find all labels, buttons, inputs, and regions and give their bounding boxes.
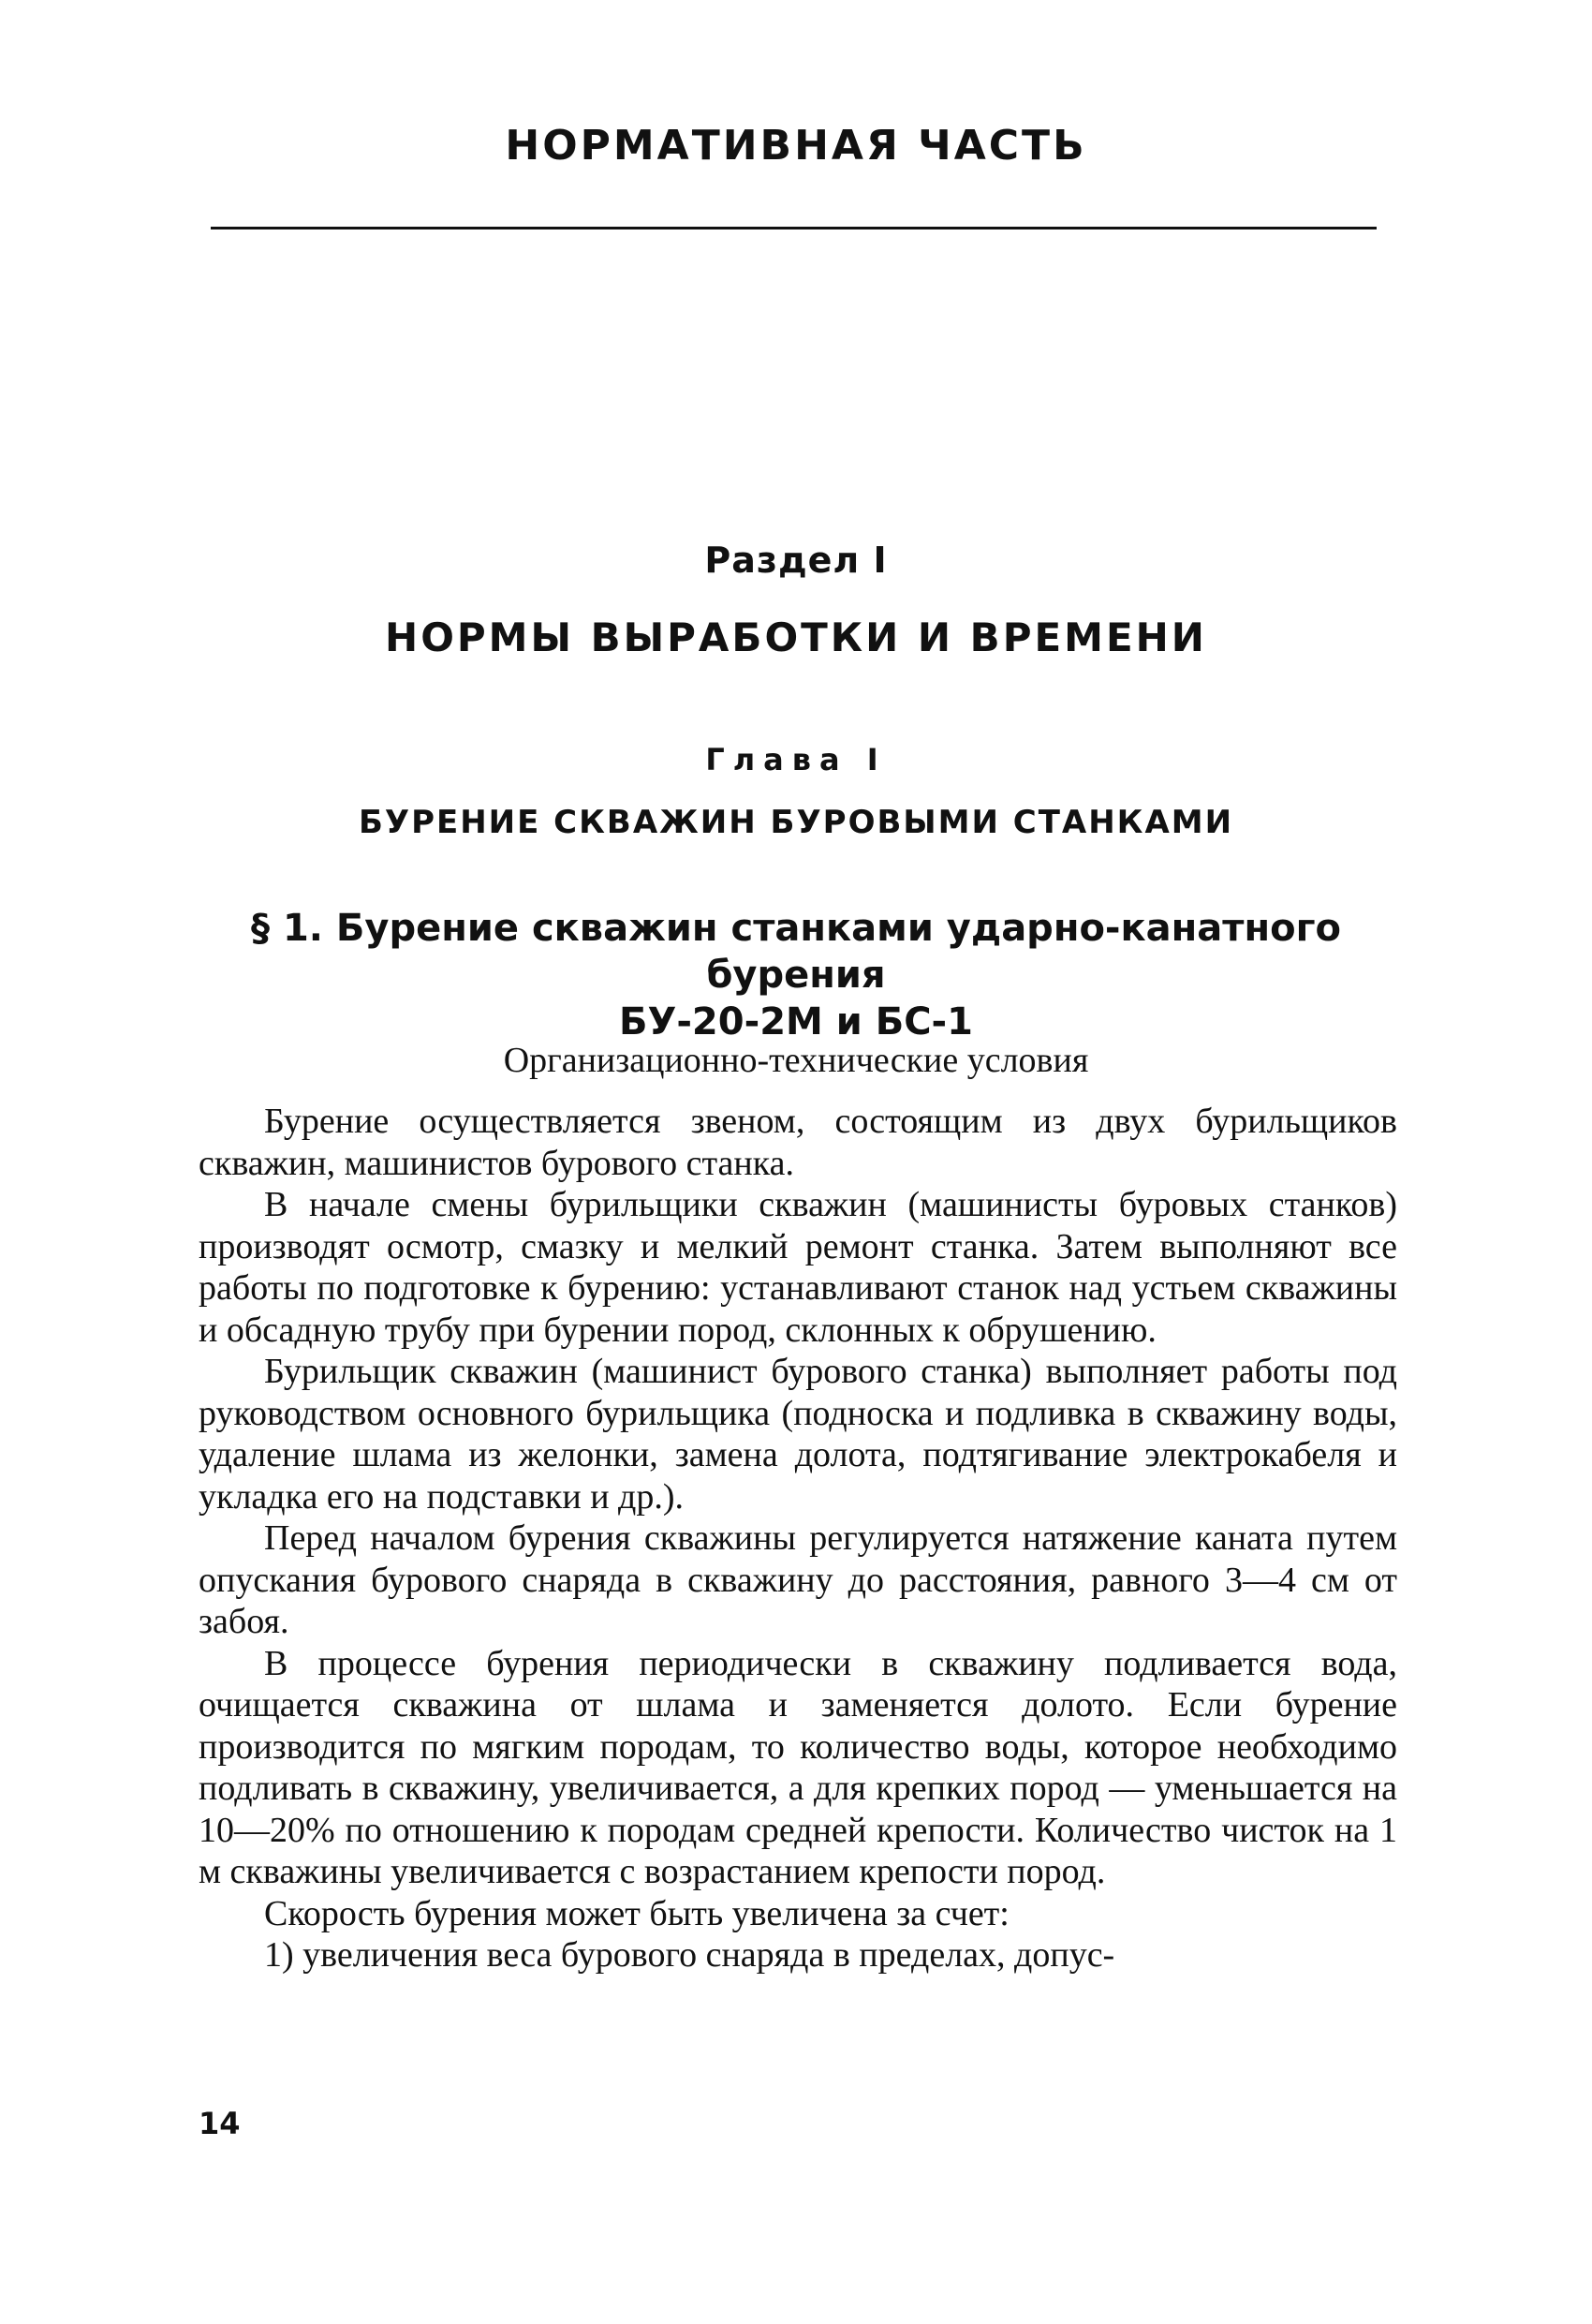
subheading: Организационно-технические условия (503, 1041, 1089, 1080)
page-header-title: НОРМАТИВНАЯ ЧАСТЬ (505, 122, 1087, 170)
paragraph-heading-line-1: § 1. Бурение скважин станками ударно-канатного бурения (251, 907, 1341, 997)
body-paragraph: Бурильщик скважин (машинист бурового станка) выполняет работы под руководством основного бурильщика (подноска и подливка в скважину воды, удаление шлама из желонки, замена долота, подтягивание электрокабеля и укладка его на подставки и др.). (199, 1352, 1397, 1517)
chapter-label: Глава I (705, 742, 887, 777)
body-paragraph: 1) увеличения веса бурового снаряда в пределах, допус- (264, 1935, 1115, 1975)
body-paragraph: В процессе бурения периодически в скважину подливается вода, очищается скважина от шлама и заменяется долото. Если бурение производится по мягким породам, то количество воды, которое необходимо подливать в скважину, увеличивается, а для крепких пород — уменьшается на 10—20% по отношению к породам средней крепости. Количество чисток на 1 м скважины увеличивается с возрастанием крепости пород. (199, 1643, 1397, 1891)
page-number: 14 (199, 2106, 241, 2141)
section-label: Раздел I (704, 540, 888, 581)
body-paragraph: Скорость бурения может быть увеличена за счет: (264, 1893, 1010, 1933)
body-paragraph: Бурение осуществляется звеном, состоящим из двух бурильщиков скважин, машинистов бурового станка. (199, 1102, 1397, 1183)
body-text (199, 1101, 1397, 1976)
section-title: НОРМЫ ВЫРАБОТКИ И ВРЕМЕНИ (385, 614, 1207, 660)
paragraph-heading (187, 905, 1405, 1045)
chapter-title: БУРЕНИЕ СКВАЖИН БУРОВЫМИ СТАНКАМИ (358, 804, 1234, 841)
paragraph-heading-line-2: БУ-20-2М и БС-1 (619, 1000, 973, 1044)
header-rule (211, 227, 1377, 229)
body-paragraph: В начале смены бурильщики скважин (машинисты буровых станков) производят осмотр, смазку и мелкий ремонт станка. Затем выполняют все работы по подготовке к бурению: устанавливают станок над устьем скважины и обсадную трубу при бурении пород, склонных к обрушению. (199, 1185, 1397, 1350)
body-paragraph: Перед началом бурения скважины регулируется натяжение каната путем опускания бурового снаряда в скважину до расстояния, равного 3—4 см от забоя. (199, 1518, 1397, 1641)
